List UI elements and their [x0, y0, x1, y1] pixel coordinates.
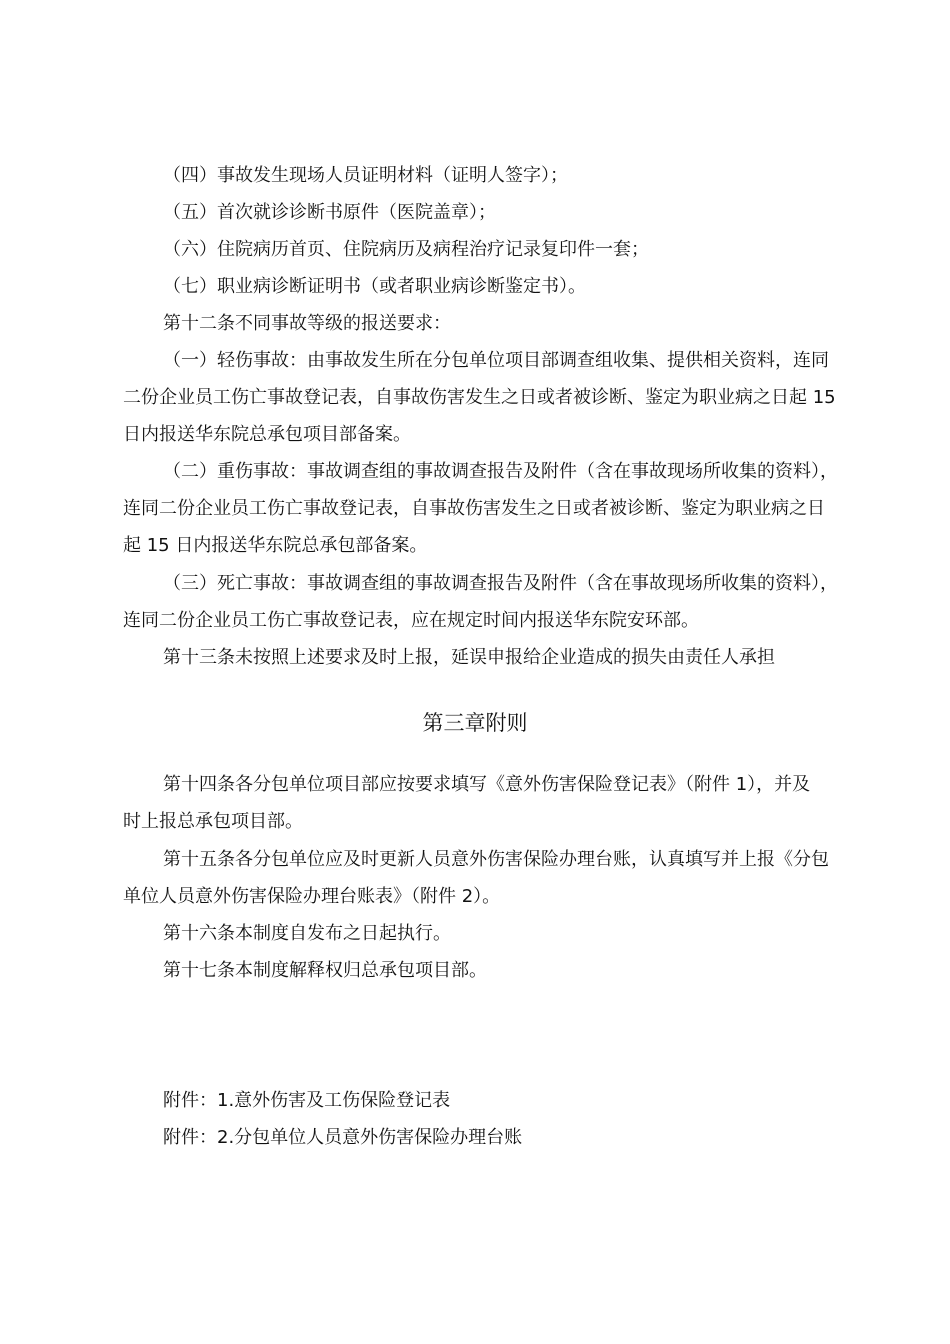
fatal-accident-line-2: 连同二份企业员工伤亡事故登记表，应在规定时间内报送华东院安环部。: [123, 610, 699, 631]
item-5-line: （五）首次就诊诊断书原件（医院盖章）；: [163, 202, 496, 223]
serious-injury-line-1: （二）重伤事故：事故调查组的事故调查报告及附件（含在事故现场所收集的资料），: [163, 461, 838, 482]
article-14-line-1: 第十四条各分包单位项目部应按要求填写《意外伤害保险登记表》（附件 1），并及: [163, 774, 811, 795]
minor-injury-line-1: （一）轻伤事故：由事故发生所在分包单位项目部调查组收集、提供相关资料，连同: [163, 350, 829, 371]
article-17-line: 第十七条本制度解释权归总承包项目部。: [163, 960, 487, 981]
minor-injury-line-3: 日内报送华东院总承包项目部备案。: [123, 424, 411, 445]
article-15-line-2: 单位人员意外伤害保险办理台账表》（附件 2）。: [123, 886, 501, 907]
minor-injury-line-2: 二份企业员工伤亡事故登记表，自事故伤害发生之日或者被诊断、鉴定为职业病之日起 15: [123, 387, 836, 408]
article-16-line: 第十六条本制度自发布之日起执行。: [163, 923, 451, 944]
article-15-line-1: 第十五条各分包单位应及时更新人员意外伤害保险办理台账，认真填写并上报《分包: [163, 849, 829, 870]
serious-injury-line-3: 起 15 日内报送华东院总承包部备案。: [123, 535, 428, 556]
fatal-accident-line-1: （三）死亡事故：事故调查组的事故调查报告及附件（含在事故现场所收集的资料），: [163, 573, 838, 594]
attachment-1: 附件：1.意外伤害及工伤保险登记表: [163, 1090, 451, 1111]
article-12-line: 第十二条不同事故等级的报送要求：: [163, 313, 451, 334]
attachment-2: 附件：2.分包单位人员意外伤害保险办理台账: [163, 1127, 523, 1148]
chapter-title: 第三章附则: [422, 711, 528, 735]
serious-injury-line-2: 连同二份企业员工伤亡事故登记表，自事故伤害发生之日或者被诊断、鉴定为职业病之日: [123, 498, 825, 519]
item-7-line: （七）职业病诊断证明书（或者职业病诊断鉴定书）。: [163, 276, 586, 297]
item-4-line: （四）事故发生现场人员证明材料（证明人签字）；: [163, 165, 568, 186]
item-6-line: （六）住院病历首页、住院病历及病程治疗记录复印件一套；: [163, 239, 649, 260]
article-13-line: 第十三条未按照上述要求及时上报，延误申报给企业造成的损失由责任人承担: [163, 647, 775, 668]
article-14-line-2: 时上报总承包项目部。: [123, 811, 303, 832]
